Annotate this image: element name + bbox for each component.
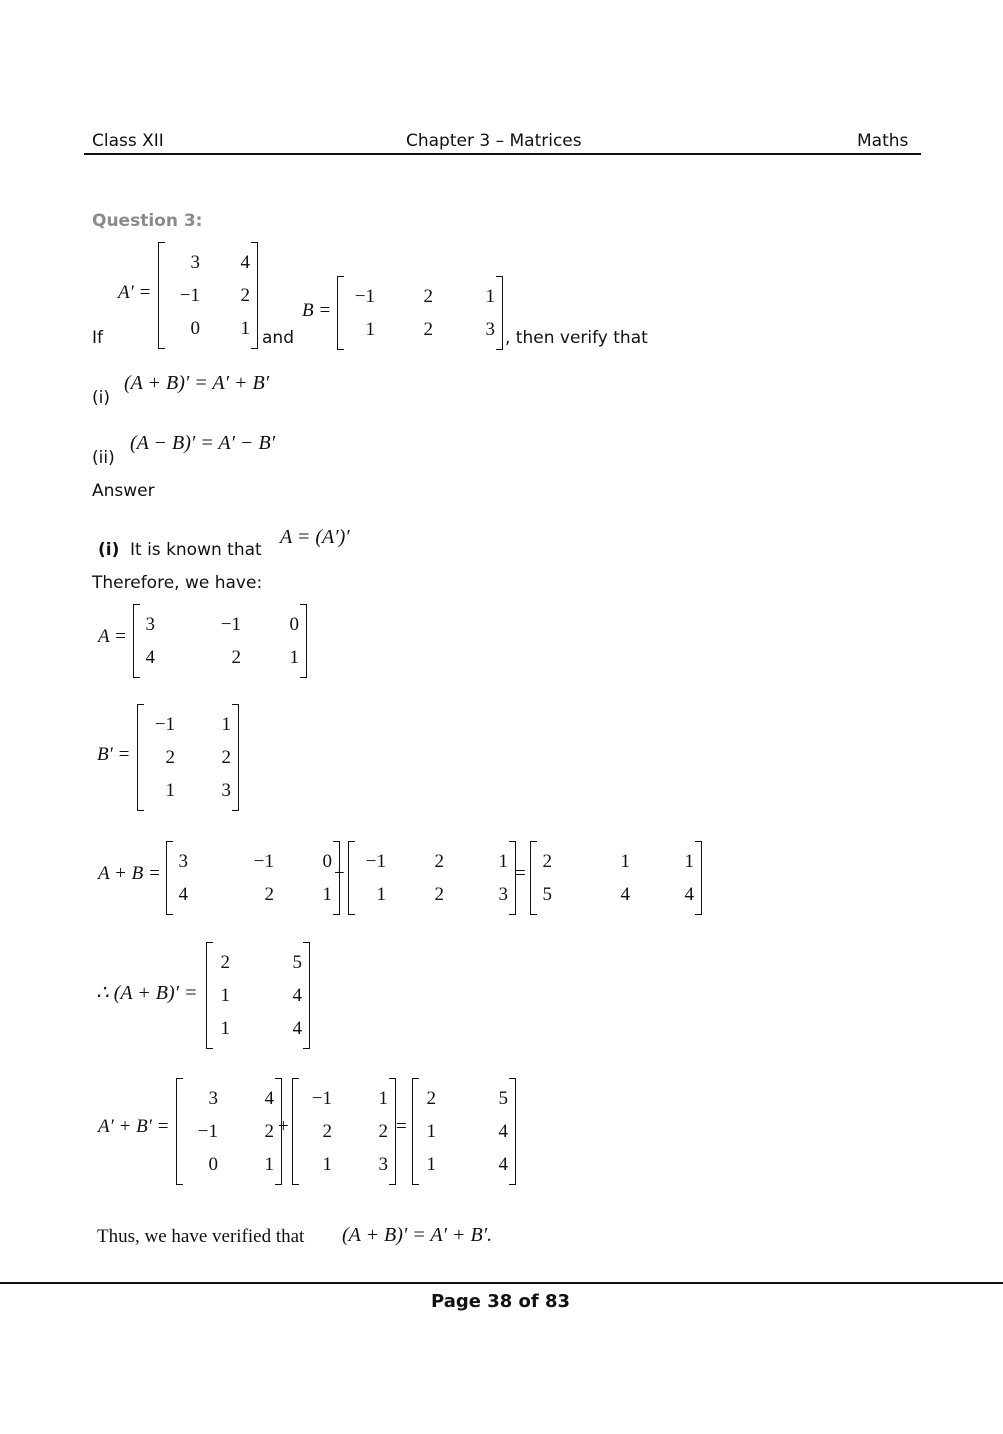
sum-matrix-b <box>348 841 516 915</box>
matrix-cell: 1 <box>240 318 250 339</box>
transpose-matrix <box>206 942 310 1049</box>
matrix-cell: 3 <box>485 319 495 340</box>
b-label: B = <box>302 300 332 321</box>
header-class: Class XII <box>92 131 164 151</box>
matrix-cell: 2 <box>426 1088 436 1109</box>
matrix-cell: 2 <box>322 1121 332 1142</box>
matrix-cell: 3 <box>178 851 188 872</box>
transpose-label: ∴ (A + B)′ = <box>96 982 198 1004</box>
prime-sum-result-matrix <box>412 1078 516 1185</box>
matrix-cell: 2 <box>378 1121 388 1142</box>
matrix-cell: 1 <box>365 319 375 340</box>
b-prime-matrix <box>137 704 239 811</box>
matrix-cell: 2 <box>264 1121 274 1142</box>
sum-result-matrix <box>530 841 702 915</box>
matrix-cell: 4 <box>620 884 630 905</box>
matrix-cell: 1 <box>485 286 495 307</box>
matrix-cell: 2 <box>434 884 444 905</box>
equals-sign-2: = <box>396 1116 407 1137</box>
b-prime-label: B′ = <box>97 744 131 765</box>
matrix-cell: 4 <box>240 252 250 273</box>
matrix-cell: −1 <box>354 286 375 307</box>
matrix-cell: 1 <box>378 1088 388 1109</box>
prime-sum-matrix-a <box>176 1078 282 1185</box>
matrix-cell: 2 <box>542 851 552 872</box>
answer-label: Answer <box>92 481 155 501</box>
matrix-cell: 3 <box>498 884 508 905</box>
matrix-cell: 4 <box>292 985 302 1006</box>
matrix-cell: 3 <box>190 252 200 273</box>
matrix-cell: 2 <box>165 747 175 768</box>
question-title: Question 3: <box>92 211 203 231</box>
matrix-cell: −1 <box>220 614 241 635</box>
matrix-cell: 2 <box>231 647 241 668</box>
matrix-cell: 3 <box>221 780 231 801</box>
matrix-cell: 1 <box>322 1154 332 1175</box>
matrix-cell: 1 <box>322 884 332 905</box>
known-text: It is known that <box>130 540 262 560</box>
matrix-cell: 1 <box>426 1154 436 1175</box>
part2-label: (ii) <box>92 448 115 468</box>
if-text: If <box>92 328 103 348</box>
matrix-cell: 1 <box>620 851 630 872</box>
matrix-cell: 1 <box>426 1121 436 1142</box>
a-matrix <box>133 604 307 678</box>
matrix-cell: 2 <box>434 851 444 872</box>
a-label: A = <box>98 626 127 647</box>
matrix-cell: 3 <box>208 1088 218 1109</box>
sum-matrix-a <box>166 841 340 915</box>
equals-sign: = <box>515 863 526 884</box>
matrix-cell: 1 <box>289 647 299 668</box>
therefore-text: Therefore, we have: <box>92 573 263 593</box>
prime-sum-label: A′ + B′ = <box>98 1116 170 1137</box>
matrix-cell: −1 <box>253 851 274 872</box>
matrix-cell: 2 <box>240 285 250 306</box>
matrix-cell: 4 <box>684 884 694 905</box>
header-rule <box>84 153 921 155</box>
matrix-cell: 1 <box>165 780 175 801</box>
then-text: , then verify that <box>505 328 648 348</box>
matrix-cell: −1 <box>179 285 200 306</box>
part2-equation: (A − B)′ = A′ − B′ <box>130 432 276 454</box>
matrix-cell: 4 <box>498 1121 508 1142</box>
matrix-cell: −1 <box>154 714 175 735</box>
matrix-cell: 4 <box>264 1088 274 1109</box>
footer-rule <box>0 1282 1003 1284</box>
plus-sign: + <box>334 863 345 884</box>
known-equation: A = (A′)′ <box>280 526 350 548</box>
part1-equation: (A + B)′ = A′ + B′ <box>124 372 270 394</box>
a-prime-matrix <box>158 242 258 349</box>
matrix-cell: −1 <box>311 1088 332 1109</box>
matrix-cell: 1 <box>220 985 230 1006</box>
matrix-cell: 1 <box>684 851 694 872</box>
prime-sum-matrix-b <box>292 1078 396 1185</box>
matrix-cell: 5 <box>292 952 302 973</box>
and-text: and <box>262 328 294 348</box>
matrix-cell: 4 <box>498 1154 508 1175</box>
matrix-cell: 2 <box>423 286 433 307</box>
conclusion-text: Thus, we have verified that <box>97 1226 305 1247</box>
a-prime-label: A′ = <box>118 282 152 303</box>
matrix-cell: 3 <box>378 1154 388 1175</box>
b-matrix <box>337 276 503 350</box>
part1-label: (i) <box>92 388 110 408</box>
matrix-cell: −1 <box>365 851 386 872</box>
matrix-cell: 2 <box>221 747 231 768</box>
sum-label: A + B = <box>98 863 161 884</box>
matrix-cell: 2 <box>423 319 433 340</box>
matrix-cell: 0 <box>322 851 332 872</box>
matrix-cell: 1 <box>376 884 386 905</box>
page-number: Page 38 of 83 <box>431 1291 571 1312</box>
header-chapter: Chapter 3 – Matrices <box>406 131 582 151</box>
matrix-cell: 1 <box>220 1018 230 1039</box>
matrix-cell: −1 <box>197 1121 218 1142</box>
matrix-cell: 5 <box>542 884 552 905</box>
answer-part1-label: (i) <box>98 540 120 560</box>
matrix-cell: 4 <box>145 647 155 668</box>
matrix-cell: 1 <box>498 851 508 872</box>
matrix-cell: 0 <box>208 1154 218 1175</box>
matrix-cell: 5 <box>498 1088 508 1109</box>
matrix-cell: 0 <box>190 318 200 339</box>
conclusion-equation: (A + B)′ = A′ + B′. <box>342 1224 493 1246</box>
header-subject: Maths <box>857 131 909 151</box>
matrix-cell: 2 <box>264 884 274 905</box>
matrix-cell: 4 <box>178 884 188 905</box>
matrix-cell: 2 <box>220 952 230 973</box>
matrix-cell: 3 <box>145 614 155 635</box>
matrix-cell: 0 <box>289 614 299 635</box>
matrix-cell: 1 <box>221 714 231 735</box>
matrix-cell: 1 <box>264 1154 274 1175</box>
matrix-cell: 4 <box>292 1018 302 1039</box>
plus-sign-2: + <box>278 1116 289 1137</box>
